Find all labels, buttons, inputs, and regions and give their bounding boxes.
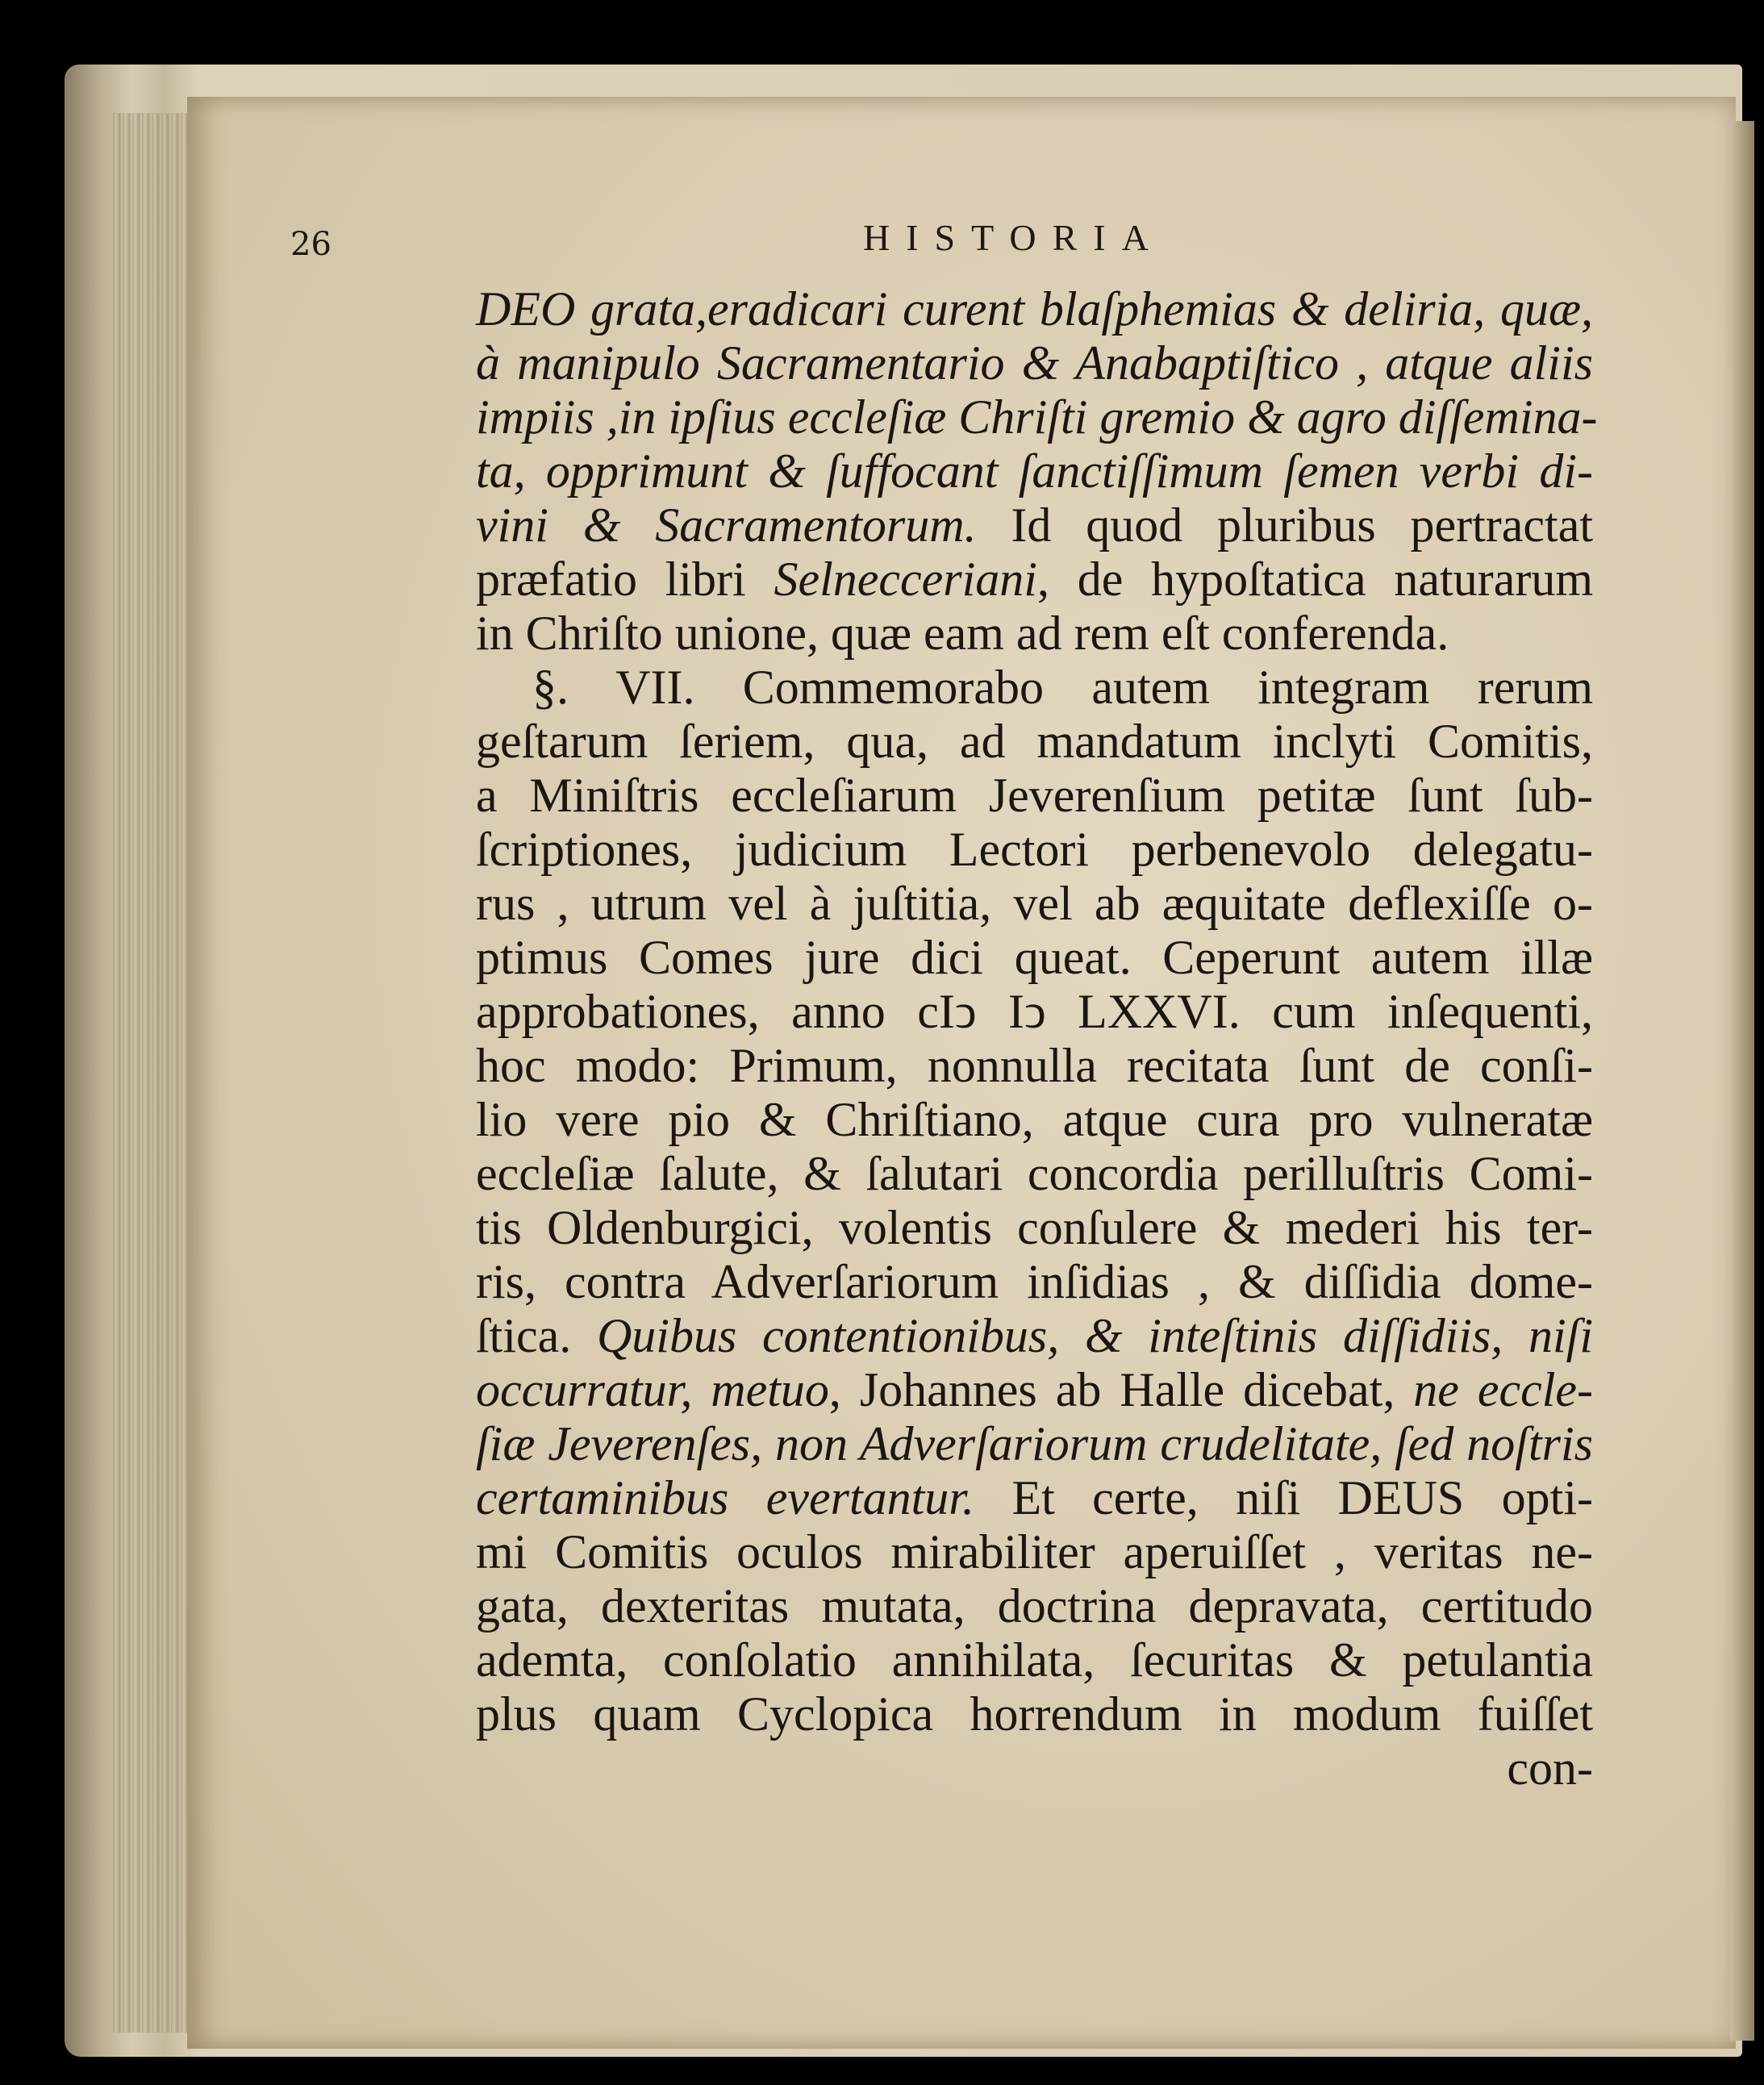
roman-segment: hoc modo: Primum, nonnulla recitata ſunt de conſi-	[476, 1039, 1593, 1092]
roman-segment: tis Oldenburgici, volentis conſulere & mederi his ter-	[476, 1201, 1593, 1254]
text-line	[476, 931, 1593, 985]
roman-segment: rus , utrum vel à juſtitia, vel ab æquitate deflexiſſe o-	[476, 877, 1593, 930]
italic-segment: impiis ,in ipſius eccleſiæ Chriſti gremio & agro diſſemina-	[476, 390, 1598, 444]
text-line	[476, 769, 1593, 823]
running-title: HISTORIA	[863, 217, 1165, 258]
roman-segment: ptimus Comes jure dici queat. Ceperunt autem illæ	[476, 931, 1593, 984]
italic-segment: ſiæ Jeverenſes, non Adverſariorum crudelitate, ſed noſtris	[476, 1417, 1593, 1470]
text-line	[476, 661, 1593, 715]
roman-segment: ſcriptiones, judicium Lectori perbenevolo delegatu-	[476, 823, 1593, 876]
text-line	[476, 1687, 1593, 1741]
text-line	[476, 1417, 1593, 1471]
text-line	[476, 823, 1593, 877]
roman-segment: , de hypoſtatica naturarum	[1036, 553, 1593, 606]
roman-segment: approbationes, anno cIↄ Iↄ LXXVI. cum inſequenti,	[476, 985, 1593, 1038]
text-line	[476, 390, 1598, 444]
roman-segment: eccleſiæ ſalute, & ſalutari concordia perilluſtris Comi-	[476, 1147, 1593, 1200]
body-text	[476, 282, 1598, 1795]
italic-segment: occurratur, metuo	[476, 1363, 829, 1416]
roman-segment: in Chriſto unione, quæ eam ad rem eſt conferenda.	[476, 607, 1449, 660]
roman-segment: ris, contra Adverſariorum inſidias , & diſſidia dome-	[476, 1255, 1593, 1308]
text-line	[476, 1039, 1593, 1093]
text-line	[476, 1093, 1593, 1147]
text-line	[476, 1471, 1593, 1525]
text-line	[476, 1255, 1593, 1309]
italic-segment: vini & Sacramentorum.	[476, 498, 977, 552]
text-line	[476, 1525, 1593, 1579]
text-line	[476, 498, 1593, 553]
text-line	[476, 553, 1593, 607]
text-line	[476, 877, 1593, 931]
page-header	[290, 216, 1613, 273]
text-line	[476, 1633, 1593, 1687]
roman-segment: plus quam Cyclopica horrendum in modum fuiſſet	[476, 1687, 1593, 1741]
facing-page-edge	[1730, 121, 1754, 2041]
text-line	[476, 1201, 1593, 1255]
text-line	[476, 607, 1593, 661]
catchword: con-	[1507, 1741, 1593, 1795]
roman-segment: gata, dexteritas mutata, doctrina depravata, certitudo	[476, 1579, 1593, 1633]
italic-segment: Quibus contentionibus, & inteſtinis diſſidiis, niſi	[596, 1309, 1593, 1362]
italic-segment: DEO grata,eradicari curent blaſphemias & deliria, quæ,	[476, 282, 1593, 336]
roman-segment: a Miniſtris eccleſiarum Jeverenſium petitæ ſunt ſub-	[476, 769, 1593, 822]
roman-segment: , Johannes ab Halle dicebat,	[828, 1363, 1414, 1416]
text-line	[476, 1579, 1593, 1633]
roman-segment: lio vere pio & Chriſtiano, atque cura pro vulneratæ	[476, 1093, 1593, 1146]
text-line	[476, 1147, 1593, 1201]
text-line	[476, 444, 1593, 498]
roman-segment: ſtica.	[476, 1309, 597, 1362]
italic-segment: à manipulo Sacramentario & Anabaptiſtico , atque aliis	[476, 336, 1593, 390]
roman-segment: ademta, conſolatio annihilata, ſecuritas & petulantia	[476, 1633, 1593, 1687]
text-line	[476, 1309, 1593, 1363]
text-line	[476, 282, 1593, 336]
roman-segment: Et certe, niſi DEUS opti-	[974, 1471, 1593, 1524]
text-line	[476, 715, 1593, 769]
page-number: 26	[290, 226, 332, 263]
italic-segment: ta, opprimunt & ſuffocant ſanctiſſimum ſemen verbi di-	[476, 444, 1593, 498]
roman-segment: §. VII. Commemorabo autem integram rerum	[532, 661, 1593, 714]
italic-segment: Selnecceriani	[774, 553, 1037, 606]
roman-segment: Id quod pluribus pertractat	[976, 498, 1593, 552]
text-line	[476, 985, 1593, 1039]
text-line	[476, 1363, 1593, 1417]
roman-segment: mi Comitis oculos mirabiliter aperuiſſet , veritas ne-	[476, 1525, 1593, 1578]
italic-segment: ne eccle-	[1413, 1363, 1593, 1416]
roman-segment: præfatio libri	[476, 553, 774, 606]
text-line	[476, 336, 1593, 390]
roman-segment: geſtarum ſeriem, qua, ad mandatum inclyti Comitis,	[476, 715, 1593, 768]
italic-segment: certaminibus evertantur.	[476, 1471, 975, 1524]
